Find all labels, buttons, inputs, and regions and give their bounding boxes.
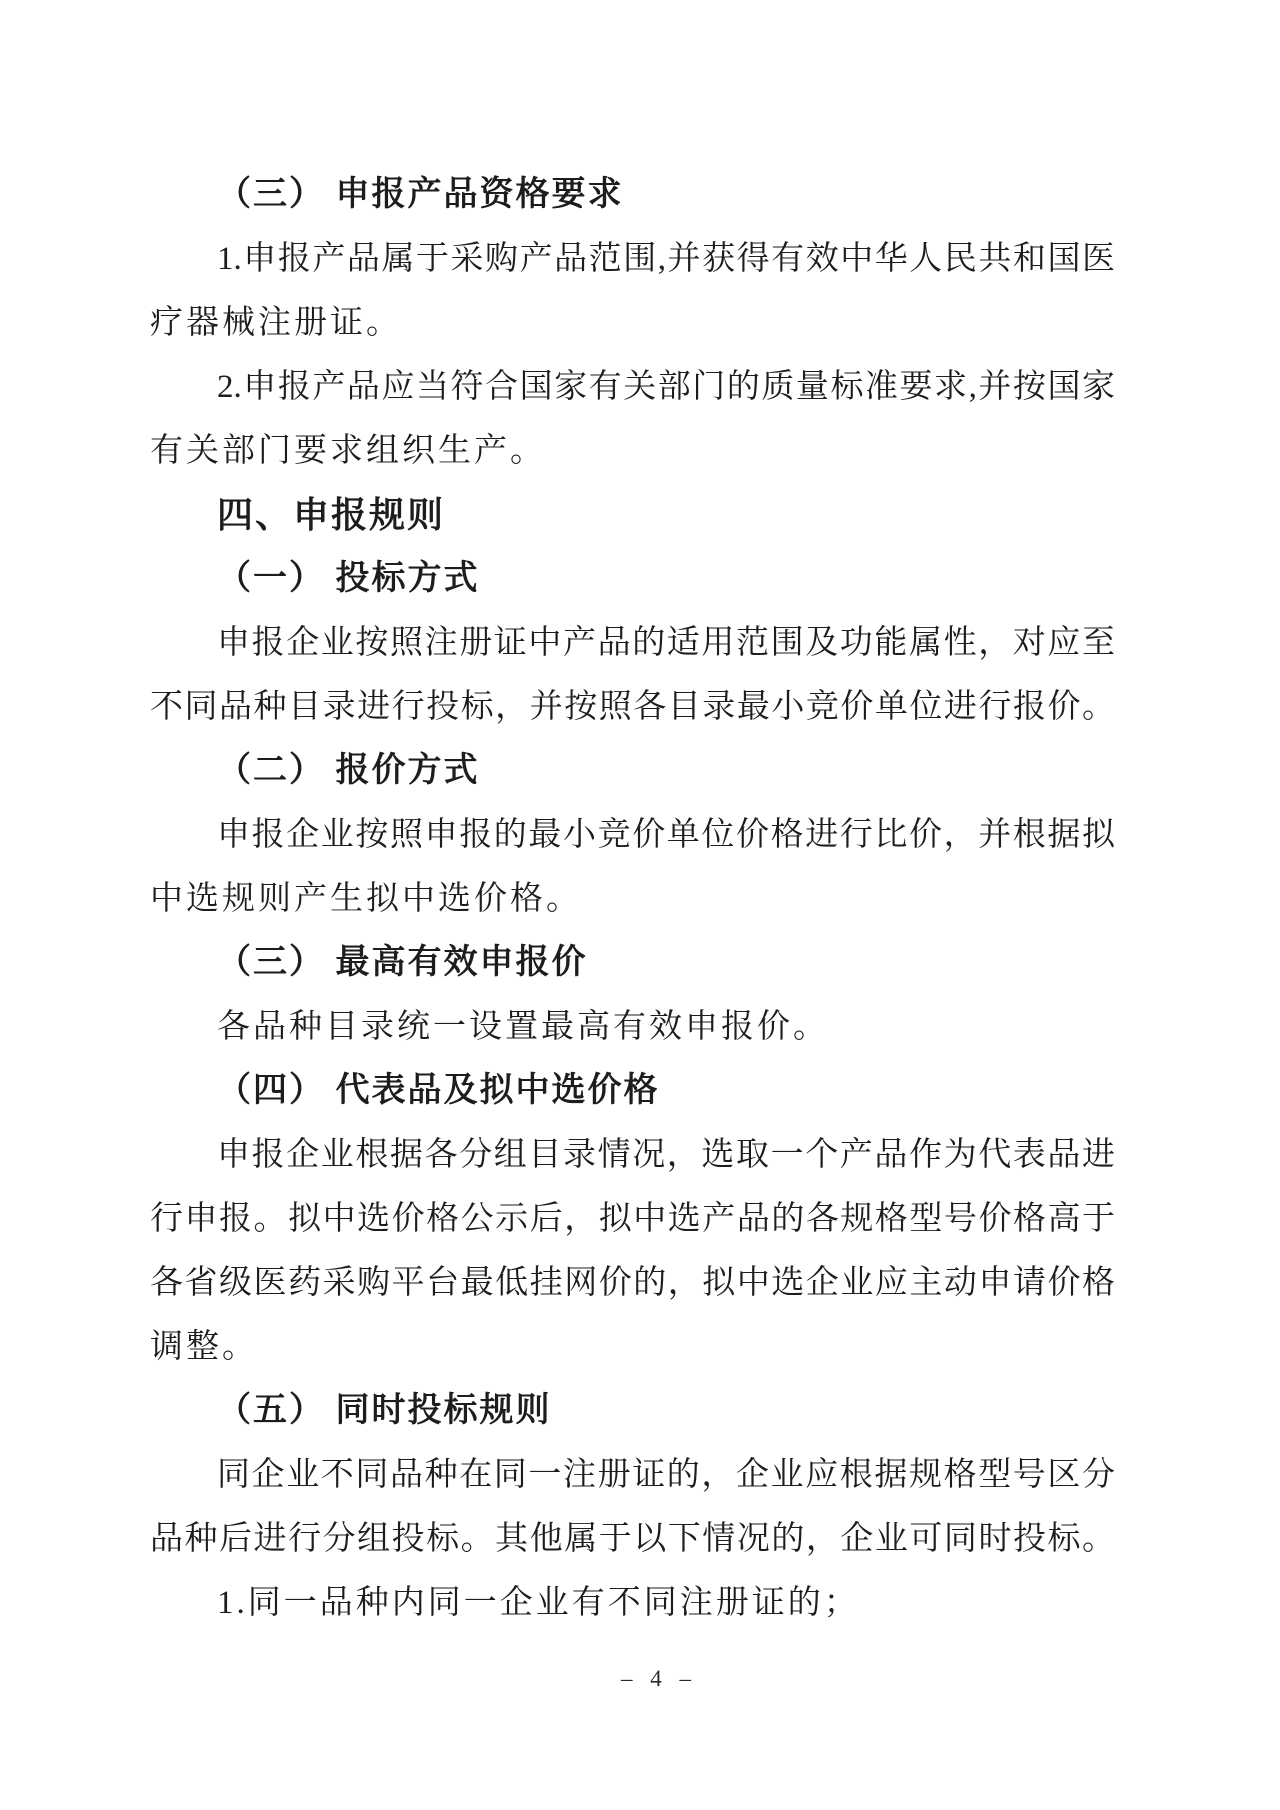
text-line: 1.同一品种内同一企业有不同注册证的； [217, 1585, 860, 1621]
text-line: 同企业不同品种在同一注册证的，企业应根据规格型号区分 [217, 1457, 1115, 1493]
text-line: 各省级医药采购平台最低挂网价的，拟中选企业应主动申请价格 [150, 1265, 1115, 1301]
text-line: 申报企业按照注册证中产品的适用范围及功能属性，对应至 [217, 625, 1115, 661]
section-heading: （二） 报价方式 [217, 752, 480, 789]
chapter-heading: 四、申报规则 [217, 494, 446, 535]
text-line: 品种后进行分组投标。其他属于以下情况的，企业可同时投标。 [150, 1521, 1115, 1557]
text-line: 申报企业按照申报的最小竞价单位价格进行比价，并根据拟 [217, 817, 1115, 853]
section-heading: （五） 同时投标规则 [217, 1392, 552, 1429]
text-line: 行申报。拟中选价格公示后，拟中选产品的各规格型号价格高于 [150, 1201, 1115, 1237]
text-line: 不同品种目录进行投标，并按照各目录最小竞价单位进行报价。 [150, 689, 1115, 725]
text-line: 2.申报产品应当符合国家有关部门的质量标准要求,并按国家 [217, 369, 1115, 405]
section-heading: （一） 投标方式 [217, 560, 480, 597]
section-heading: （三） 申报产品资格要求 [217, 176, 624, 213]
document-body [150, 163, 1115, 1635]
text-line: 中选规则产生拟中选价格。 [150, 881, 582, 917]
text-line: 疗器械注册证。 [150, 305, 402, 341]
page-number: – 4 – [621, 1666, 697, 1691]
section-heading: （三） 最高有效申报价 [217, 944, 588, 981]
text-line: 有关部门要求组织生产。 [150, 433, 546, 469]
section-heading: （四） 代表品及拟中选价格 [217, 1072, 660, 1109]
text-line: 调整。 [150, 1329, 258, 1365]
text-line: 1.申报产品属于采购产品范围,并获得有效中华人民共和国医 [217, 241, 1115, 277]
text-line: 申报企业根据各分组目录情况，选取一个产品作为代表品进 [217, 1137, 1115, 1173]
text-line: 各品种目录统一设置最高有效申报价。 [217, 1009, 829, 1045]
